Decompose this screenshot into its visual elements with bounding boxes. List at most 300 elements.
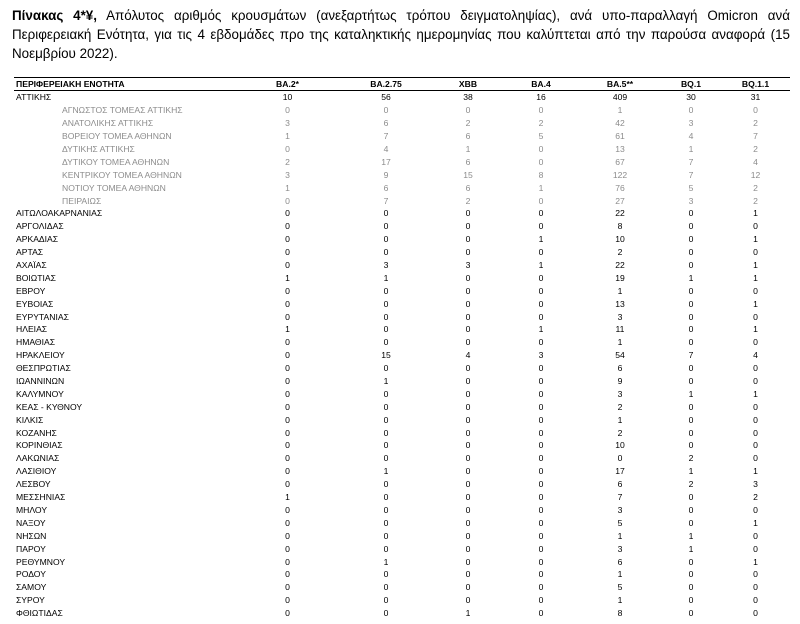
region-name: ΒΟΙΩΤΙΑΣ <box>16 272 56 283</box>
table-caption <box>12 6 790 63</box>
header-variant: BQ.1 <box>661 78 721 91</box>
case-count: 2 <box>617 247 623 258</box>
table-subrow <box>14 130 790 143</box>
case-count: 1 <box>538 260 544 271</box>
case-count: 0 <box>465 427 471 438</box>
case-count: 0 <box>383 208 389 219</box>
case-count: 0 <box>753 453 758 464</box>
table-row <box>14 439 790 452</box>
case-count: 0 <box>753 427 758 438</box>
case-count: 1 <box>617 285 623 296</box>
case-count: 0 <box>383 234 389 245</box>
header-variant: BQ.1.1 <box>721 78 790 91</box>
case-count: 0 <box>285 260 290 271</box>
case-count: 15 <box>381 350 391 361</box>
region-name: ΣΥΡΟΥ <box>16 595 45 606</box>
region-name: ΚΟΡΙΝΘΙΑΣ <box>16 440 63 451</box>
case-count: 3 <box>617 388 623 399</box>
case-count: 0 <box>285 466 290 477</box>
case-count: 0 <box>285 453 290 464</box>
table-row <box>14 478 790 491</box>
case-count: 2 <box>688 479 694 490</box>
header-variant: BA.5** <box>579 78 661 91</box>
case-count: 2 <box>753 182 758 193</box>
case-count: 22 <box>615 208 625 219</box>
table-subrow <box>14 181 790 194</box>
case-count: 0 <box>285 298 290 309</box>
case-count: 0 <box>383 247 389 258</box>
table-header-row <box>14 78 790 91</box>
table-row <box>14 323 790 336</box>
region-name: ΜΗΛΟΥ <box>16 504 48 515</box>
case-count: 0 <box>383 517 389 528</box>
case-count: 0 <box>688 569 694 580</box>
case-count: 6 <box>617 556 623 567</box>
case-count: 0 <box>285 414 290 425</box>
case-count: 0 <box>688 427 694 438</box>
table-subrow <box>14 155 790 168</box>
case-count: 0 <box>688 311 694 322</box>
case-count: 1 <box>617 530 623 541</box>
case-count: 1 <box>688 466 694 477</box>
case-count: 0 <box>465 272 471 283</box>
case-count: 0 <box>465 530 471 541</box>
region-name: ΑΙΤΩΛΟΑΚΑΡΝΑΝΙΑΣ <box>16 208 103 219</box>
table-row <box>14 465 790 478</box>
case-count: 0 <box>538 156 544 167</box>
case-count: 0 <box>465 492 471 503</box>
case-count: 0 <box>285 337 290 348</box>
case-count: 0 <box>538 285 544 296</box>
case-count: 0 <box>383 285 389 296</box>
table-row <box>14 336 790 349</box>
case-count: 0 <box>383 298 389 309</box>
case-count: 0 <box>285 350 290 361</box>
region-name: ΙΩΑΝΝΙΝΩΝ <box>16 376 65 387</box>
case-count: 0 <box>285 234 290 245</box>
region-name: ΗΛΕΙΑΣ <box>16 324 48 335</box>
case-count: 0 <box>383 595 389 606</box>
case-count: 7 <box>688 350 694 361</box>
case-count: 2 <box>617 401 623 412</box>
case-count: 0 <box>285 440 290 451</box>
case-count: 0 <box>465 285 471 296</box>
case-count: 0 <box>753 337 758 348</box>
case-count: 0 <box>285 144 290 154</box>
case-count: 6 <box>383 118 389 129</box>
case-count: 0 <box>465 466 471 477</box>
case-count: 0 <box>688 285 694 296</box>
case-count: 0 <box>285 285 290 296</box>
case-count: 0 <box>538 466 544 477</box>
case-count: 0 <box>753 440 758 451</box>
header-region: ΠΕΡΙΦΕΡΕΙΑΚΗ ΕΝΟΤΗΤΑ <box>14 78 236 91</box>
table-row <box>14 271 790 284</box>
case-count: 7 <box>753 131 758 142</box>
case-count: 0 <box>753 401 758 412</box>
case-count: 0 <box>465 388 471 399</box>
case-count: 17 <box>381 156 391 167</box>
case-count: 6 <box>465 156 471 167</box>
case-count: 0 <box>688 582 694 593</box>
table-row <box>14 259 790 272</box>
case-count: 0 <box>383 530 389 541</box>
table-row <box>14 516 790 529</box>
table-row <box>14 452 790 465</box>
case-count: 0 <box>538 376 544 387</box>
case-count: 13 <box>615 298 625 309</box>
case-count: 2 <box>753 144 758 154</box>
region-name: ΡΟΔΟΥ <box>16 569 46 580</box>
caption-label: Πίνακας 4*¥, <box>12 8 97 23</box>
caption-text: Απόλυτος αριθμός κρουσμάτων (ανεξαρτήτως τρόπου δειγματοληψίας), ανά υπο-παραλλαγή Omicron ανά Περιφερειακή Ενότητα, για τις 4 εβδομάδες προ της καταληκτικής ημερομηνίας που καλύπτεται από την παρούσα αναφορά (15 Νοεμβρίου 2022). <box>12 8 790 61</box>
case-count: 0 <box>538 414 544 425</box>
case-count: 1 <box>688 543 694 554</box>
case-count: 0 <box>688 324 694 335</box>
case-count: 42 <box>615 118 625 129</box>
case-count: 1 <box>285 492 290 503</box>
table-row <box>14 413 790 426</box>
case-count: 0 <box>538 363 544 374</box>
case-count: 0 <box>285 427 290 438</box>
table-row <box>14 220 790 233</box>
case-count: 0 <box>753 363 758 374</box>
case-count: 0 <box>465 543 471 554</box>
case-count: 0 <box>538 388 544 399</box>
case-count: 0 <box>753 414 758 425</box>
case-count: 0 <box>538 298 544 309</box>
case-count: 0 <box>285 517 290 528</box>
case-count: 0 <box>383 337 389 348</box>
case-count: 0 <box>383 440 389 451</box>
case-count: 0 <box>688 440 694 451</box>
case-count: 0 <box>285 569 290 580</box>
case-count: 17 <box>615 466 625 477</box>
case-count: 1 <box>285 182 290 193</box>
table-row <box>14 297 790 310</box>
case-count: 0 <box>465 221 471 232</box>
case-count: 0 <box>753 504 758 515</box>
case-count: 0 <box>538 427 544 438</box>
case-count: 0 <box>538 582 544 593</box>
case-count: 5 <box>688 182 694 193</box>
header-variant: BA.4 <box>503 78 579 91</box>
case-count: 7 <box>688 156 694 167</box>
case-count: 0 <box>753 595 758 606</box>
case-count: 5 <box>617 517 623 528</box>
case-count: 0 <box>465 595 471 606</box>
case-count: 1 <box>383 466 389 477</box>
case-count: 5 <box>617 582 623 593</box>
case-count: 0 <box>688 221 694 232</box>
case-count: 0 <box>688 298 694 309</box>
region-name: ΡΕΘΥΜΝΟΥ <box>16 556 66 567</box>
case-count: 0 <box>465 569 471 580</box>
case-count: 10 <box>282 92 293 103</box>
case-count: 0 <box>383 324 389 335</box>
case-count: 0 <box>538 105 544 116</box>
case-count: 3 <box>465 260 471 271</box>
case-count: 0 <box>465 324 471 335</box>
case-count: 0 <box>753 105 758 116</box>
case-count: 0 <box>383 492 389 503</box>
case-count: 1 <box>753 208 758 219</box>
case-count: 0 <box>538 543 544 554</box>
case-count: 0 <box>465 105 471 116</box>
case-count: 2 <box>688 453 694 464</box>
case-count: 5 <box>538 131 544 142</box>
region-name: ΚΕΑΣ - ΚΥΘΝΟΥ <box>16 401 83 412</box>
table-row <box>14 400 790 413</box>
case-count: 31 <box>750 92 761 103</box>
case-count: 0 <box>688 234 694 245</box>
case-count: 0 <box>538 595 544 606</box>
table-row <box>14 349 790 362</box>
case-count: 0 <box>688 363 694 374</box>
table-row <box>14 594 790 607</box>
case-count: 0 <box>753 569 758 580</box>
case-count: 1 <box>285 272 290 283</box>
region-name: ΑΝΑΤΟΛΙΚΗΣ ΑΤΤΙΚΗΣ <box>62 118 154 129</box>
case-count: 1 <box>538 182 544 193</box>
region-name: ΝΟΤΙΟΥ ΤΟΜΕΑ ΑΘΗΝΩΝ <box>62 182 166 193</box>
case-count: 3 <box>538 350 544 361</box>
region-name: ΑΡΤΑΣ <box>16 247 44 258</box>
case-count: 1 <box>688 388 694 399</box>
case-count: 7 <box>617 492 623 503</box>
case-count: 0 <box>383 569 389 580</box>
region-name: ΝΗΣΩΝ <box>16 530 47 541</box>
case-count: 67 <box>615 156 625 167</box>
case-count: 0 <box>383 504 389 515</box>
table-subrow <box>14 168 790 181</box>
region-name: ΜΕΣΣΗΝΙΑΣ <box>16 492 66 503</box>
case-count: 3 <box>285 118 290 129</box>
region-name: ΣΑΜΟΥ <box>16 582 47 593</box>
case-count: 30 <box>686 92 696 103</box>
case-count: 0 <box>383 427 389 438</box>
case-count: 0 <box>465 298 471 309</box>
table-row <box>14 91 790 104</box>
table-row <box>14 362 790 375</box>
region-name: ΔΥΤΙΚΗΣ ΑΤΤΙΚΗΣ <box>62 144 135 154</box>
case-count: 0 <box>465 376 471 387</box>
table-row <box>14 542 790 555</box>
case-count: 1 <box>285 131 290 142</box>
table-row <box>14 375 790 388</box>
case-count: 6 <box>383 182 389 193</box>
case-count: 0 <box>688 337 694 348</box>
case-count: 0 <box>383 479 389 490</box>
case-count: 1 <box>617 414 623 425</box>
region-name: ΝΑΞΟΥ <box>16 517 46 528</box>
case-count: 3 <box>285 169 290 180</box>
case-count: 8 <box>617 608 623 619</box>
case-count: 1 <box>688 272 694 283</box>
case-count: 0 <box>688 556 694 567</box>
case-count: 0 <box>383 608 389 619</box>
case-count: 0 <box>538 272 544 283</box>
case-count: 1 <box>753 388 758 399</box>
table-row <box>14 284 790 297</box>
table-body <box>14 91 790 620</box>
case-count: 0 <box>538 608 544 619</box>
case-count: 1 <box>688 144 694 154</box>
case-count: 0 <box>688 414 694 425</box>
table-row <box>14 607 790 620</box>
variant-cases-table <box>14 77 790 620</box>
region-name: ΚΟΖΑΝΗΣ <box>16 427 57 438</box>
table-row <box>14 491 790 504</box>
case-count: 2 <box>538 118 544 129</box>
case-count: 0 <box>753 285 758 296</box>
case-count: 0 <box>465 440 471 451</box>
case-count: 1 <box>383 272 389 283</box>
case-count: 0 <box>538 221 544 232</box>
case-count: 7 <box>688 169 694 180</box>
case-count: 0 <box>688 492 694 503</box>
case-count: 19 <box>615 272 625 283</box>
table-row <box>14 529 790 542</box>
case-count: 0 <box>285 311 290 322</box>
case-count: 3 <box>617 311 623 322</box>
case-count: 2 <box>465 118 471 129</box>
case-count: 1 <box>617 105 623 116</box>
case-count: 0 <box>465 556 471 567</box>
case-count: 0 <box>538 144 544 154</box>
case-count: 0 <box>753 608 758 619</box>
case-count: 3 <box>617 543 623 554</box>
case-count: 2 <box>753 492 758 503</box>
case-count: 0 <box>285 582 290 593</box>
case-count: 6 <box>617 479 623 490</box>
case-count: 1 <box>538 324 544 335</box>
case-count: 76 <box>615 182 625 193</box>
case-count: 0 <box>465 234 471 245</box>
region-name: ΠΑΡΟΥ <box>16 543 46 554</box>
region-name: ΛΑΣΙΘΙΟΥ <box>16 466 57 477</box>
case-count: 0 <box>465 414 471 425</box>
case-count: 0 <box>285 530 290 541</box>
case-count: 1 <box>753 234 758 245</box>
region-name: ΔΥΤΙΚΟΥ ΤΟΜΕΑ ΑΘΗΝΩΝ <box>62 156 170 167</box>
case-count: 0 <box>383 311 389 322</box>
region-name: ΑΓΝΩΣΤΟΣ ΤΟΜΕΑΣ ΑΤΤΙΚΗΣ <box>62 105 183 116</box>
region-name: ΑΡΚΑΔΙΑΣ <box>16 234 59 245</box>
case-count: 16 <box>536 92 546 103</box>
case-count: 0 <box>465 247 471 258</box>
case-count: 0 <box>383 388 389 399</box>
case-count: 10 <box>615 440 625 451</box>
case-count: 0 <box>285 247 290 258</box>
table-row <box>14 246 790 259</box>
region-name: ΛΕΣΒΟΥ <box>16 479 51 490</box>
case-count: 6 <box>465 131 471 142</box>
case-count: 0 <box>285 105 290 116</box>
case-count: 4 <box>383 144 389 154</box>
case-count: 61 <box>615 131 625 142</box>
case-count: 15 <box>463 169 473 180</box>
region-name: ΑΤΤΙΚΗΣ <box>16 92 52 103</box>
case-count: 12 <box>750 169 761 180</box>
case-count: 0 <box>538 337 544 348</box>
case-count: 1 <box>753 556 758 567</box>
case-count: 0 <box>465 401 471 412</box>
case-count: 6 <box>617 363 623 374</box>
case-count: 0 <box>383 401 389 412</box>
case-count: 8 <box>617 221 623 232</box>
case-count: 0 <box>538 208 544 219</box>
case-count: 0 <box>285 376 290 387</box>
header-variant: XBB <box>433 78 503 91</box>
region-name: ΕΥΒΟΙΑΣ <box>16 298 54 309</box>
case-count: 0 <box>538 492 544 503</box>
region-name: ΦΘΙΩΤΙΔΑΣ <box>16 608 63 619</box>
case-count: 0 <box>465 582 471 593</box>
case-count: 1 <box>465 144 471 154</box>
region-name: ΒΟΡΕΙΟΥ ΤΟΜΕΑ ΑΘΗΝΩΝ <box>62 131 172 142</box>
case-count: 0 <box>383 543 389 554</box>
case-count: 0 <box>688 595 694 606</box>
case-count: 3 <box>688 195 694 206</box>
case-count: 0 <box>538 401 544 412</box>
case-count: 0 <box>285 401 290 412</box>
case-count: 0 <box>538 517 544 528</box>
case-count: 0 <box>753 311 758 322</box>
table-row <box>14 555 790 568</box>
case-count: 1 <box>383 556 389 567</box>
case-count: 0 <box>285 504 290 515</box>
region-name: ΑΡΓΟΛΙΔΑΣ <box>16 221 64 232</box>
case-count: 0 <box>688 401 694 412</box>
case-count: 0 <box>285 363 290 374</box>
case-count: 0 <box>753 543 758 554</box>
table-row <box>14 233 790 246</box>
case-count: 0 <box>285 543 290 554</box>
case-count: 0 <box>285 208 290 219</box>
case-count: 0 <box>688 247 694 258</box>
case-count: 1 <box>383 376 389 387</box>
case-count: 0 <box>753 582 758 593</box>
case-count: 4 <box>753 350 758 361</box>
case-count: 0 <box>465 311 471 322</box>
case-count: 1 <box>753 260 758 271</box>
case-count: 0 <box>285 195 290 206</box>
case-count: 0 <box>538 479 544 490</box>
case-count: 0 <box>465 208 471 219</box>
case-count: 0 <box>538 556 544 567</box>
case-count: 0 <box>465 453 471 464</box>
case-count: 0 <box>383 363 389 374</box>
case-count: 1 <box>538 234 544 245</box>
region-name: ΕΒΡΟΥ <box>16 285 46 296</box>
case-count: 0 <box>285 479 290 490</box>
case-count: 0 <box>538 247 544 258</box>
case-count: 0 <box>465 517 471 528</box>
case-count: 1 <box>688 530 694 541</box>
table-subrow <box>14 117 790 130</box>
case-count: 1 <box>617 569 623 580</box>
region-name: ΘΕΣΠΡΩΤΙΑΣ <box>16 363 71 374</box>
case-count: 0 <box>753 221 758 232</box>
case-count: 2 <box>753 118 758 129</box>
region-name: ΚΙΛΚΙΣ <box>16 414 44 425</box>
case-count: 0 <box>285 388 290 399</box>
case-count: 0 <box>753 530 758 541</box>
case-count: 27 <box>615 195 625 206</box>
case-count: 0 <box>688 105 694 116</box>
case-count: 4 <box>465 350 471 361</box>
